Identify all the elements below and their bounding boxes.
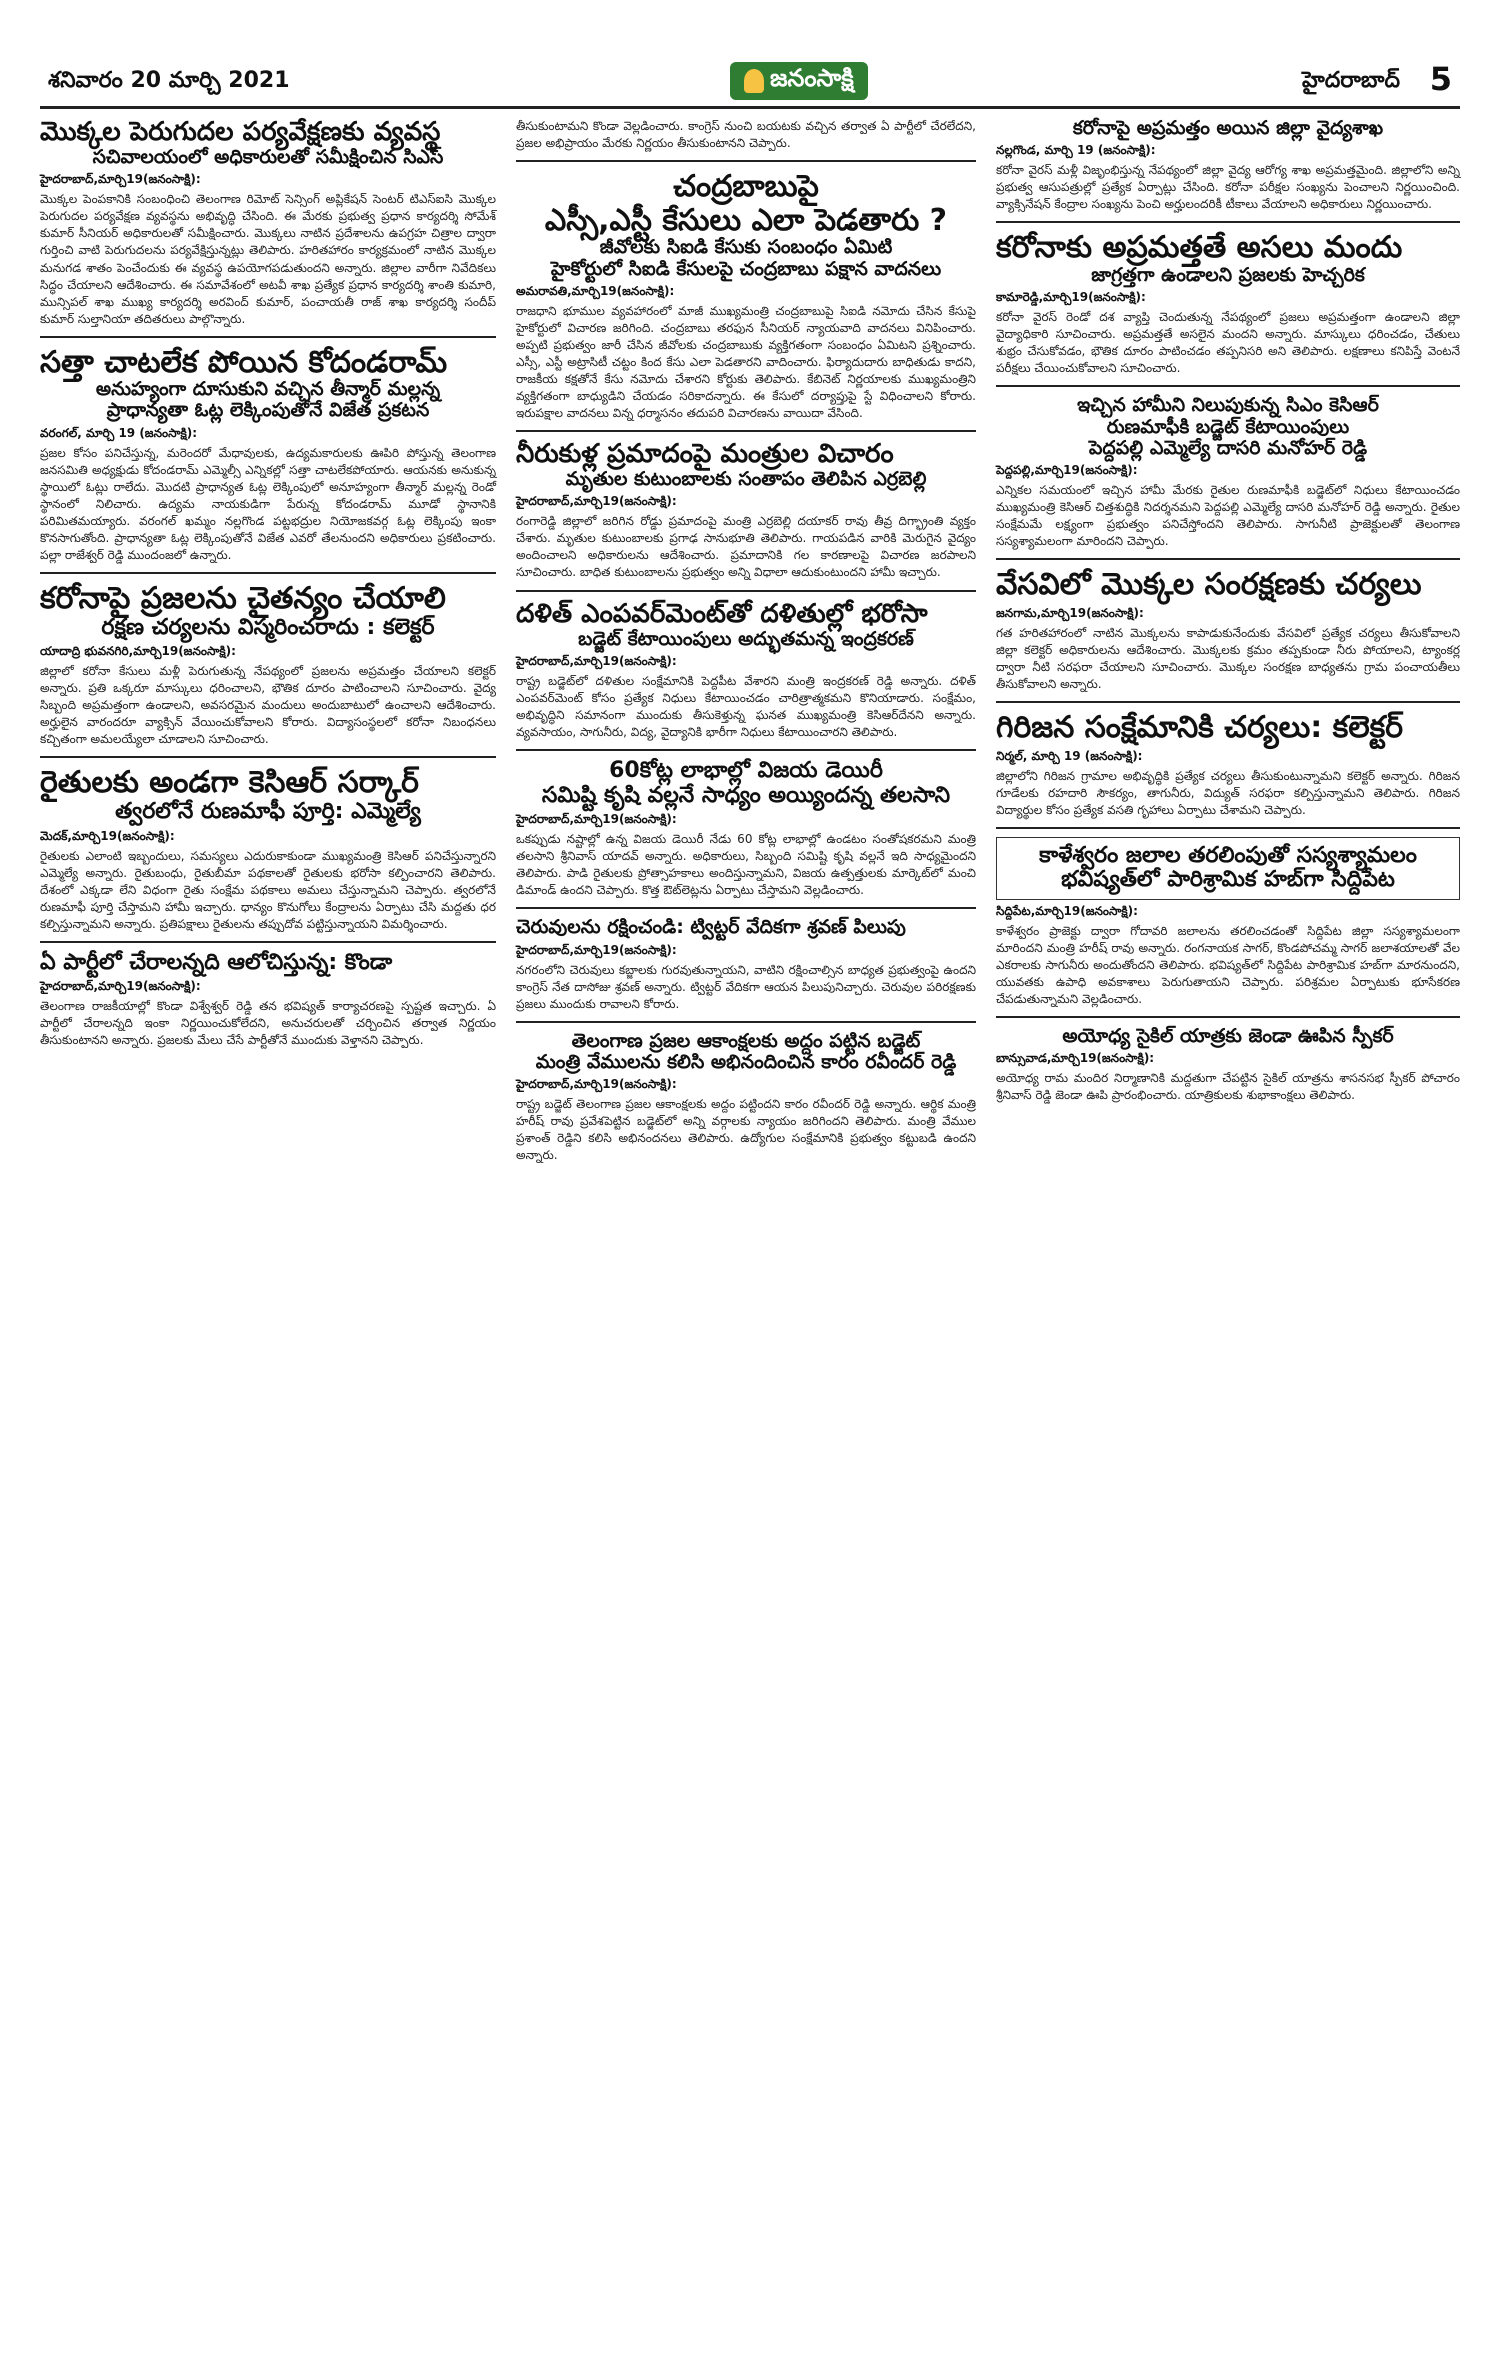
dateline: వరంగల్‌, మార్చి 19 (జనంసాక్షి): [40, 425, 198, 440]
article-headline: చెరువులను రక్షించండి: ట్విట్టర్‌ వేదికగా శ్రవణ్‌ పిలుపు [516, 916, 906, 939]
article-body: నగరంలోని చెరువులు కబ్జాలకు గురవుతున్నాయని, వాటిని రక్షించాల్సిన బాధ్యత ప్రభుత్వంపై ఉందని కాంగ్రెస్‌ నేత దాసోజు శ్రవణ్‌ అన్నారు. ట్విట్టర్‌ వేదికగా ఆయన పిలుపునిచ్చారు. చెరువుల పరిరక్షణకు ప్రజలు ముందుకు రావాలని కోరారు. [516, 962, 976, 1011]
article-body: రాష్ట్ర బడ్జెట్‌లో దళితుల సంక్షేమానికి పెద్దపీట వేశారని మంత్రి ఇంద్రకరణ్‌ రెడ్డి అన్నారు. దళిత్‌ ఎంపవర్‌మెంట్‌ కోసం ప్రత్యేక నిధులు కేటాయించడం చారిత్రాత్మకమని కొనియాడారు. సంక్షేమం, అభివృద్ధిని సమానంగా ముందుకు తీసుకెళ్తున్న ఘనత ముఖ్యమంత్రి కెసిఆర్‌దేనని అన్నారు. వ్యవసాయం, సాగునీరు, విద్య, వైద్యానికి భారీగా నిధులు కేటాయించారని తెలిపారు. [516, 673, 976, 739]
article-headline: గిరిజన సంక్షేమానికి చర్యలు: కలెక్టర్‌ [996, 709, 1404, 745]
masthead-logo [730, 62, 868, 100]
dateline: సిద్దిపేట,మార్చి19(జనంసాక్షి): [996, 903, 1138, 918]
dateline: మెదక్‌,మార్చి19(జనంసాక్షి): [40, 828, 175, 843]
article-subheadline: బడ్జెట్‌ కేటాయింపులు అద్భుతమన్న ఇంద్రకరణ్‌ [578, 627, 914, 650]
divider [996, 827, 1460, 829]
dateline: హైదరాబాద్‌,మార్చి19(జనంసాక్షి): [516, 812, 677, 827]
article-headline: దళిత్‌ ఎంపవర్‌మెంట్‌తో దళితుల్లో భరోసా [516, 598, 928, 629]
article-subheadline: భవిష్యత్‌లో పారిశ్రామిక హబ్‌గా సిద్దిపేట [1061, 867, 1395, 893]
article-body: రాష్ట్ర బడ్జెట్‌ తెలంగాణ ప్రజల ఆకాంక్షలకు అద్దం పట్టిందని కారం రవీందర్‌ రెడ్డి అన్నారు. ఆర్థిక మంత్రి హరీష్‌ రావు ప్రవేశపెట్టిన బడ్జెట్‌లో అన్ని వర్గాలకు న్యాయం జరిగిందని తెలిపారు. మంత్రి వేముల ప్రశాంత్‌ రెడ్డిని కలిసి అభినందనలు తెలిపారు. ఉద్యోగుల సంక్షేమానికి ప్రభుత్వం కట్టుబడి ఉందని అన్నారు. [516, 1097, 976, 1163]
divider [516, 749, 976, 751]
article-body: కరోనా వైరస్‌ మళ్లీ విజృంభిస్తున్న నేపథ్యంలో జిల్లా వైద్య ఆరోగ్య శాఖ అప్రమత్తమైంది. జిల్లాలోని అన్ని ప్రభుత్వ ఆసుపత్రుల్లో ప్రత్యేక ఏర్పాట్లు చేసింది. కరోనా పరీక్షల సంఖ్యను పెంచాలని నిర్ణయించింది. వ్యాక్సినేషన్‌ కేంద్రాల సంఖ్యను పెంచి అర్హులందరికీ టీకాలు వేయాలని అధికారులు నిర్ణయించారు. [996, 163, 1460, 212]
article-body: జిల్లాలో కరోనా కేసులు మళ్లీ పెరుగుతున్న నేపథ్యంలో ప్రజలను అప్రమత్తం చేయాలని కలెక్టర్‌ అన్నారు. ప్రతి ఒక్కరూ మాస్కులు ధరించాలని, భౌతిక దూరం పాటించాలని సూచించారు. వైద్య సిబ్బంది అప్రమత్తంగా ఉండాలని, అవసరమైన మందులు అందుబాటులో ఉంచాలని ఆదేశించారు. అర్హులైన వారందరూ వ్యాక్సిన్‌ వేయించుకోవాలని కోరారు. విద్యాసంస్థలలో కరోనా నిబంధనలు కచ్చితంగా అమలయ్యేలా చూడాలని సూచించారు. [40, 664, 496, 747]
article-body: రైతులకు ఎలాంటి ఇబ్బందులు, సమస్యలు ఎదురుకాకుండా ముఖ్యమంత్రి కెసిఆర్‌ పనిచేస్తున్నారని ఎమ్మెల్యే అన్నారు. రైతుబంధు, రైతుబీమా పథకాలతో రైతులకు భరోసా కల్పించారని తెలిపారు. దేశంలో ఎక్కడా లేని విధంగా రైతు సంక్షేమ పథకాలు అమలు చేస్తున్నామని చెప్పారు. త్వరలోనే రుణమాఫీ పూర్తి చేస్తామని హామీ ఇచ్చారు. ధాన్యం కొనుగోలు కేంద్రాలను ఏర్పాటు చేసి మద్దతు ధర కల్పిస్తున్నామని అన్నారు. ప్రతిపక్షాలు రైతులను తప్పుదోవ పట్టిస్తున్నాయని విమర్శించారు. [40, 848, 496, 931]
page-number: 5 [1429, 60, 1452, 98]
edition-city: హైదరాబాద్ [1302, 68, 1400, 93]
article-subheadline: అనుహ్యంగా దూసుకుని వచ్చిన తీన్మార్‌ మల్లన్న [95, 378, 441, 401]
column-3 [996, 118, 1460, 2337]
dateline: హైదరాబాద్‌,మార్చి19(జనంసాక్షి): [40, 172, 201, 187]
article-body: ఎన్నికల సమయంలో ఇచ్చిన హామీ మేరకు రైతుల రుణమాఫీకి బడ్జెట్‌లో నిధులు కేటాయించడం ముఖ్యమంత్రి కెసిఆర్‌ చిత్తశుద్ధికి నిదర్శనమని పెద్దపల్లి ఎమ్మెల్యే దాసరి మనోహర్‌ రెడ్డి అన్నారు. రైతుల సంక్షేమమే లక్ష్యంగా ప్రభుత్వం పనిచేస్తోందని తెలిపారు. సాగునీటి ప్రాజెక్టులతో తెలంగాణ సస్యశ్యామలంగా మారిందని చెప్పారు. [996, 483, 1460, 549]
divider [996, 221, 1460, 223]
newspaper-header [40, 58, 1460, 109]
article-headline: 60కోట్ల లాభాల్లో విజయ డెయిరీ [609, 758, 883, 783]
divider [996, 385, 1460, 387]
dateline: బాన్సువాడ,మార్చి19(జనంసాక్షి): [996, 1051, 1155, 1066]
article-body: రాజధాని భూముల వ్యవహారంలో మాజీ ముఖ్యమంత్రి చంద్రబాబుపై సిఐడి నమోదు చేసిన కేసుపై హైకోర్టులో విచారణ జరిగింది. చంద్రబాబు తరఫున సీనియర్‌ న్యాయవాది వాదనలు వినిపించారు. అప్పటి ప్రభుత్వం జారీ చేసిన జీవోలకు చంద్రబాబుకు వ్యక్తిగతంగా సంబంధం ఏమిటని ప్రశ్నించారు. ఎస్సీ, ఎస్టీ అట్రాసిటీ చట్టం కింద కేసు ఎలా పెడతారని వాదించారు. ఫిర్యాదుదారు బాధితుడు కాదని, రాజకీయ కక్షతోనే కేసు నమోదు చేశారని కోర్టుకు తెలిపారు. కేబినెట్‌ నిర్ణయాలకు ముఖ్యమంత్రిని వ్యక్తిగతంగా బాధ్యుడిని చేయడం సరికాదన్నారు. ఈ కేసులో దర్యాప్తుపై స్టే విధించాలని కోరారు. ఇరుపక్షాల వాదనలు విన్న ధర్మాసనం తదుపరి విచారణను వాయిదా వేసింది. [516, 303, 976, 420]
article-body: కాళేశ్వరం ప్రాజెక్టు ద్వారా గోదావరి జలాలను తరలించడంతో సిద్దిపేట జిల్లా సస్యశ్యామలంగా మారిందని మంత్రి హరీష్‌ రావు అన్నారు. రంగనాయక సాగర్‌, కొండపోచమ్మ సాగర్‌ జలాశయాలతో వేల ఎకరాలకు సాగునీరు అందుతోందని తెలిపారు. భవిష్యత్‌లో సిద్దిపేట పారిశ్రామిక హబ్‌గా మారనుందని, యువతకు ఉపాధి అవకాశాలు పెరుగుతాయని చెప్పారు. పరిశ్రమల ఏర్పాటుకు భూసేకరణ చేపడుతున్నామని వెల్లడించారు. [996, 923, 1460, 1007]
article-subheadline: రుణమాఫీకి బడ్జెట్‌ కేటాయింపులు [1106, 415, 1350, 438]
article-headline: ఏ పార్టీలో చేరాలన్నది ఆలోచిస్తున్న: కొండా [40, 949, 393, 975]
divider [40, 336, 496, 338]
article-subheadline: జాగ్రత్తగా ఉండాలని ప్రజలకు హెచ్చరిక [1091, 263, 1365, 286]
column-1 [40, 118, 496, 2337]
article-body: తెలంగాణ రాజకీయాల్లో కొండా విశ్వేశ్వర్‌ రెడ్డి తన భవిష్యత్‌ కార్యాచరణపై స్పష్టత ఇచ్చారు. ఏ పార్టీలో చేరాలన్నది ఇంకా నిర్ణయించుకోలేదని, అనుచరులతో చర్చించిన తర్వాత నిర్ణయం తీసుకుంటానని అన్నారు. ప్రజలకు మేలు చేసే పార్టీతోనే ముందుకు వెళ్తానని చెప్పారు. [40, 999, 496, 1048]
article-subheadline: మంత్రి వేములను కలిసి అభినందించిన కారం రవీందర్‌ రెడ్డి [535, 1051, 957, 1073]
article-subheadline: త్వరలోనే రుణమాఫీ పూర్తి: ఎమ్మెల్యే [115, 798, 421, 824]
logo-text: జనంసాక్షి [770, 64, 854, 92]
divider [996, 701, 1460, 703]
dateline: హైదరాబాద్‌,మార్చి19(జనంసాక్షి): [40, 979, 201, 994]
article-headline: నీరుకుళ్ల ప్రమాదంపై మంత్రుల విచారం [516, 439, 894, 469]
divider [996, 1016, 1460, 1018]
dateline: కామారెడ్డి,మార్చి19(జనంసాక్షి): [996, 290, 1146, 305]
article-body: జిల్లాలోని గిరిజన గ్రామాల అభివృద్ధికి ప్రత్యేక చర్యలు తీసుకుంటున్నామని కలెక్టర్‌ అన్నారు. గిరిజన గూడేలకు రహదారి సౌకర్యం, తాగునీరు, విద్యుత్‌ సరఫరా కల్పిస్తున్నామని తెలిపారు. గిరిజన విద్యార్థుల కోసం ప్రత్యేక వసతి గృహాలు ఏర్పాటు చేశామని చెప్పారు. [996, 768, 1460, 817]
article-subheadline: రక్షణ చర్యలను విస్మరించరాదు : కలెక్టర్‌ [101, 614, 435, 640]
article-headline: కరోనాపై అప్రమత్తం అయిన జిల్లా వైద్యశాఖ [1072, 117, 1384, 139]
dateline: హైదరాబాద్‌,మార్చి19(జనంసాక్షి): [516, 942, 677, 957]
article-headline: చంద్రబాబుపై [673, 169, 819, 205]
dateline: హైదరాబాద్‌,మార్చి19(జనంసాక్షి): [516, 1077, 677, 1092]
dateline: జనగామ,మార్చి19(జనంసాక్షి): [996, 605, 1144, 620]
divider [516, 430, 976, 432]
divider [40, 572, 496, 574]
article-headline: మొక్కల పెరుగుదల పర్యవేక్షణకు వ్యవస్థ [40, 117, 441, 147]
dateline: యాదాద్రి భువనగిరి,మార్చి19(జనంసాక్షి): [40, 644, 236, 659]
article-body: అయోధ్య రామ మందిర నిర్మాణానికి మద్దతుగా చేపట్టిన సైకిల్‌ యాత్రను శాసనసభ స్పీకర్‌ పోచారం శ్రీనివాస్‌ రెడ్డి జెండా ఊపి ప్రారంభించారు. యాత్రికులకు శుభాకాంక్షలు తెలిపారు. [996, 1071, 1460, 1103]
column-2 [516, 118, 976, 2337]
divider [40, 941, 496, 943]
article-headline: ఎస్సీ,ఎస్టీ కేసులు ఎలా పెడతారు ? [544, 202, 948, 238]
article-headline: కరోనాపై ప్రజలను చైతన్యం చేయాలి [40, 580, 446, 616]
article-body: రంగారెడ్డి జిల్లాలో జరిగిన రోడ్డు ప్రమాదంపై మంత్రి ఎర్రబెల్లి దయాకర్‌ రావు తీవ్ర దిగ్భ్రాంతి వ్యక్తం చేశారు. మృతుల కుటుంబాలకు ప్రగాఢ సానుభూతి తెలిపారు. గాయపడిన వారికి మెరుగైన వైద్యం అందించాలని అధికారులను ఆదేశించారు. ప్రమాదానికి గల కారణాలపై విచారణ జరపాలని సూచించారు. బాధిత కుటుంబాలను ప్రభుత్వం అన్ని విధాలా ఆదుకుంటుందని హామీ ఇచ్చారు. [516, 514, 976, 580]
article-headline: సత్తా చాటలేక పోయిన కోదండరామ్‌ [40, 344, 448, 380]
boxed-article [996, 837, 1460, 900]
divider [516, 590, 976, 592]
article-body: ఒకప్పుడు నష్టాల్లో ఉన్న విజయ డెయిరీ నేడు 60 కోట్ల లాభాల్లో ఉండటం సంతోషకరమని మంత్రి తలసాని శ్రీనివాస్‌ యాదవ్‌ అన్నారు. అధికారులు, సిబ్బంది సమిష్టి కృషి వల్లనే ఇది సాధ్యమైందని తెలిపారు. పాడి రైతులకు ప్రోత్సాహకాలు అందిస్తున్నామని, విజయ ఉత్పత్తులకు మార్కెట్‌లో మంచి డిమాండ్‌ ఉందని చెప్పారు. కొత్త ఔట్‌లెట్లను ఏర్పాటు చేస్తామని వెల్లడించారు. [516, 832, 976, 898]
issue-date: శనివారం 20 మార్చి 2021 [48, 68, 290, 93]
dateline: హైదరాబాద్‌,మార్చి19(జనంసాక్షి): [516, 494, 677, 509]
article-headline: రైతులకు అండగా కెసిఆర్‌ సర్కార్‌ [40, 765, 419, 801]
divider [996, 558, 1460, 560]
article-subheadline: మృతుల కుటుంబాలకు సంతాపం తెలిపిన ఎర్రబెల్లి [565, 468, 927, 491]
article-subheadline: పెద్దపల్లి ఎమ్మెల్యే దాసరి మనోహర్‌ రెడ్డి [1088, 436, 1368, 459]
article-headline: అయోధ్య సైకిల్‌ యాత్రకు జెండా ఊపిన స్పీకర్‌ [1062, 1025, 1394, 1048]
dateline: పెద్దపల్లి,మార్చి19(జనంసాక్షి): [996, 463, 1138, 478]
divider [516, 160, 976, 162]
article-body: కరోనా వైరస్‌ రెండో దశ వ్యాప్తి చెందుతున్న నేపథ్యంలో ప్రజలు అప్రమత్తంగా ఉండాలని జిల్లా వైద్యాధికారి సూచించారు. అప్రమత్తతే అసలైన మందని అన్నారు. మాస్కులు ధరించడం, చేతులు శుభ్రం చేసుకోవడం, భౌతిక దూరం పాటించడం తప్పనిసరి అని తెలిపారు. లక్షణాలు కనిపిస్తే వెంటనే పరీక్షలు చేయించుకోవాలని సూచించారు. [996, 310, 1460, 376]
article-body: ప్రజల కోసం పనిచేస్తున్న, మరెందరో మేధావులకు, ఉద్యమకారులకు ఊపిరి పోస్తున్న తెలంగాణ జనసమితి అధ్యక్షుడు కోదండరామ్‌ ఎమ్మెల్సీ ఎన్నికల్లో సత్తా చాటలేకపోయారు. ఆయనకు అనుకున్న స్థాయిలో ఓట్లు రాలేదు. మొదటి ప్రాధాన్యత ఓట్ల లెక్కింపులో అనూహ్యంగా తీన్మార్‌ మల్లన్న రెండో స్థానంలో నిలిచారు. ఉద్యమ నాయకుడిగా పేరున్న కోదండరామ్‌ మూడో స్థానానికి పరిమితమయ్యారు. వరంగల్‌ ఖమ్మం నల్లగొండ పట్టభద్రుల నియోజకవర్గ ఓట్ల లెక్కింపు ఇంకా కొనసాగుతోంది. ప్రాధాన్యతా ఓట్ల లెక్కింపుతోనే విజేత ఎవరో తేలనుందని అధికారులు ప్రకటించారు. పల్లా రాజేశ్వర్‌ రెడ్డి ముందంజలో ఉన్నారు. [40, 445, 496, 562]
dateline: అమరావతి,మార్చి19(జనంసాక్షి): [516, 283, 675, 298]
article-headline: కాళేశ్వరం జలాల తరలింపుతో సస్యశ్యామలం [1039, 842, 1417, 868]
article-subheadline: జీవోలకు సిఐడి కేసుకు సంబంధం ఏమిటి [599, 236, 893, 259]
dateline: హైదరాబాద్‌,మార్చి19(జనంసాక్షి): [516, 653, 677, 668]
logo-hand-icon [744, 69, 764, 93]
article-headline: తెలంగాణ ప్రజల ఆకాంక్షలకు అద్దం పట్టిన బడ్జెట్‌ [571, 1029, 921, 1052]
article-body: తీసుకుంటామని కొండా వెల్లడించారు. కాంగ్రెస్‌ నుంచి బయటకు వచ్చిన తర్వాత ఏ పార్టీలో చేరలేదని, ప్రజల అభిప్రాయం మేరకు నిర్ణయం తీసుకుంటానని చెప్పారు. [516, 119, 976, 151]
divider [516, 907, 976, 909]
article-subheadline: సమిష్టి కృషి వల్లనే సాధ్యం అయ్యిందన్న తలసాని [541, 782, 951, 808]
divider [40, 756, 496, 758]
article-subheadline: ప్రాధాన్యతా ఓట్ల లెక్కింపుతోనే విజేత ప్రకటన [106, 399, 430, 422]
divider [516, 1021, 976, 1023]
article-headline: ఇచ్చిన హామీని నిలుపుకున్న సిఎం కెసిఆర్‌ [1077, 394, 1379, 417]
article-headline: కరోనాకు అప్రమత్తతే అసలు మందు [996, 230, 1403, 266]
dateline: నిర్మల్‌, మార్చి 19 (జనంసాక్షి): [996, 748, 1143, 763]
article-body: మొక్కల పెంపకానికి సంబంధించి తెలంగాణ రిమోట్‌ సెన్సింగ్‌ అప్లికేషన్‌ సెంటర్‌ టిఎస్‌ఐసి మొక్కల పెరుగుదల పర్యవేక్షణ వ్యవస్థను అభివృద్ధి చేసింది. ఈ మేరకు ప్రభుత్వ ప్రధాన కార్యదర్శి సోమేశ్‌ కుమార్‌ సీనియర్‌ అధికారులతో సమీక్షించారు. మొక్కలు నాటిన ప్రదేశాలను ఉపగ్రహ చిత్రాల ద్వారా గుర్తించి వాటి పెరుగుదలను పర్యవేక్షిస్తున్నట్లు తెలిపారు. హరితహారం కార్యక్రమంలో నాటిన మొక్కల మనుగడ శాతం పెంచేందుకు ఈ వ్యవస్థ ఉపయోగపడుతుందని అన్నారు. జిల్లాల వారీగా నివేదికలు సిద్ధం చేయాలని ఆదేశించారు. ఈ సమావేశంలో అటవీ శాఖ ప్రత్యేక ప్రధాన కార్యదర్శి శాంతి కుమారి, మున్సిపల్‌ శాఖ ముఖ్య కార్యదర్శి అరవింద్‌ కుమార్‌, పంచాయతీ రాజ్‌ శాఖ కార్యదర్శి సందీప్‌ కుమార్‌ సుల్తానియా తదితరులు పాల్గొన్నారు. [40, 192, 496, 326]
article-headline: వేసవిలో మొక్కల సంరక్షణకు చర్యలు [996, 567, 1422, 603]
article-subheadline: సచివాలయంలో అధికారులతో సమీక్షించిన సిఎస్ [92, 146, 444, 169]
article-subheadline: హైకోర్టులో సిఐడి కేసులపై చంద్రబాబు పక్షాన వాదనలు [550, 257, 942, 280]
article-body: గత హరితహారంలో నాటిన మొక్కలను కాపాడుకునేందుకు వేసవిలో ప్రత్యేక చర్యలు తీసుకోవాలని జిల్లా కలెక్టర్‌ అధికారులను ఆదేశించారు. మొక్కలకు క్రమం తప్పకుండా నీరు పోయాలని, ట్యాంకర్ల ద్వారా నీటి సరఫరా చేయాలని సూచించారు. మొక్కల సంరక్షణ బాధ్యతను గ్రామ పంచాయతీలు తీసుకోవాలని అన్నారు. [996, 625, 1460, 691]
dateline: నల్లగొండ, మార్చి 19 (జనంసాక్షి): [996, 143, 1156, 158]
